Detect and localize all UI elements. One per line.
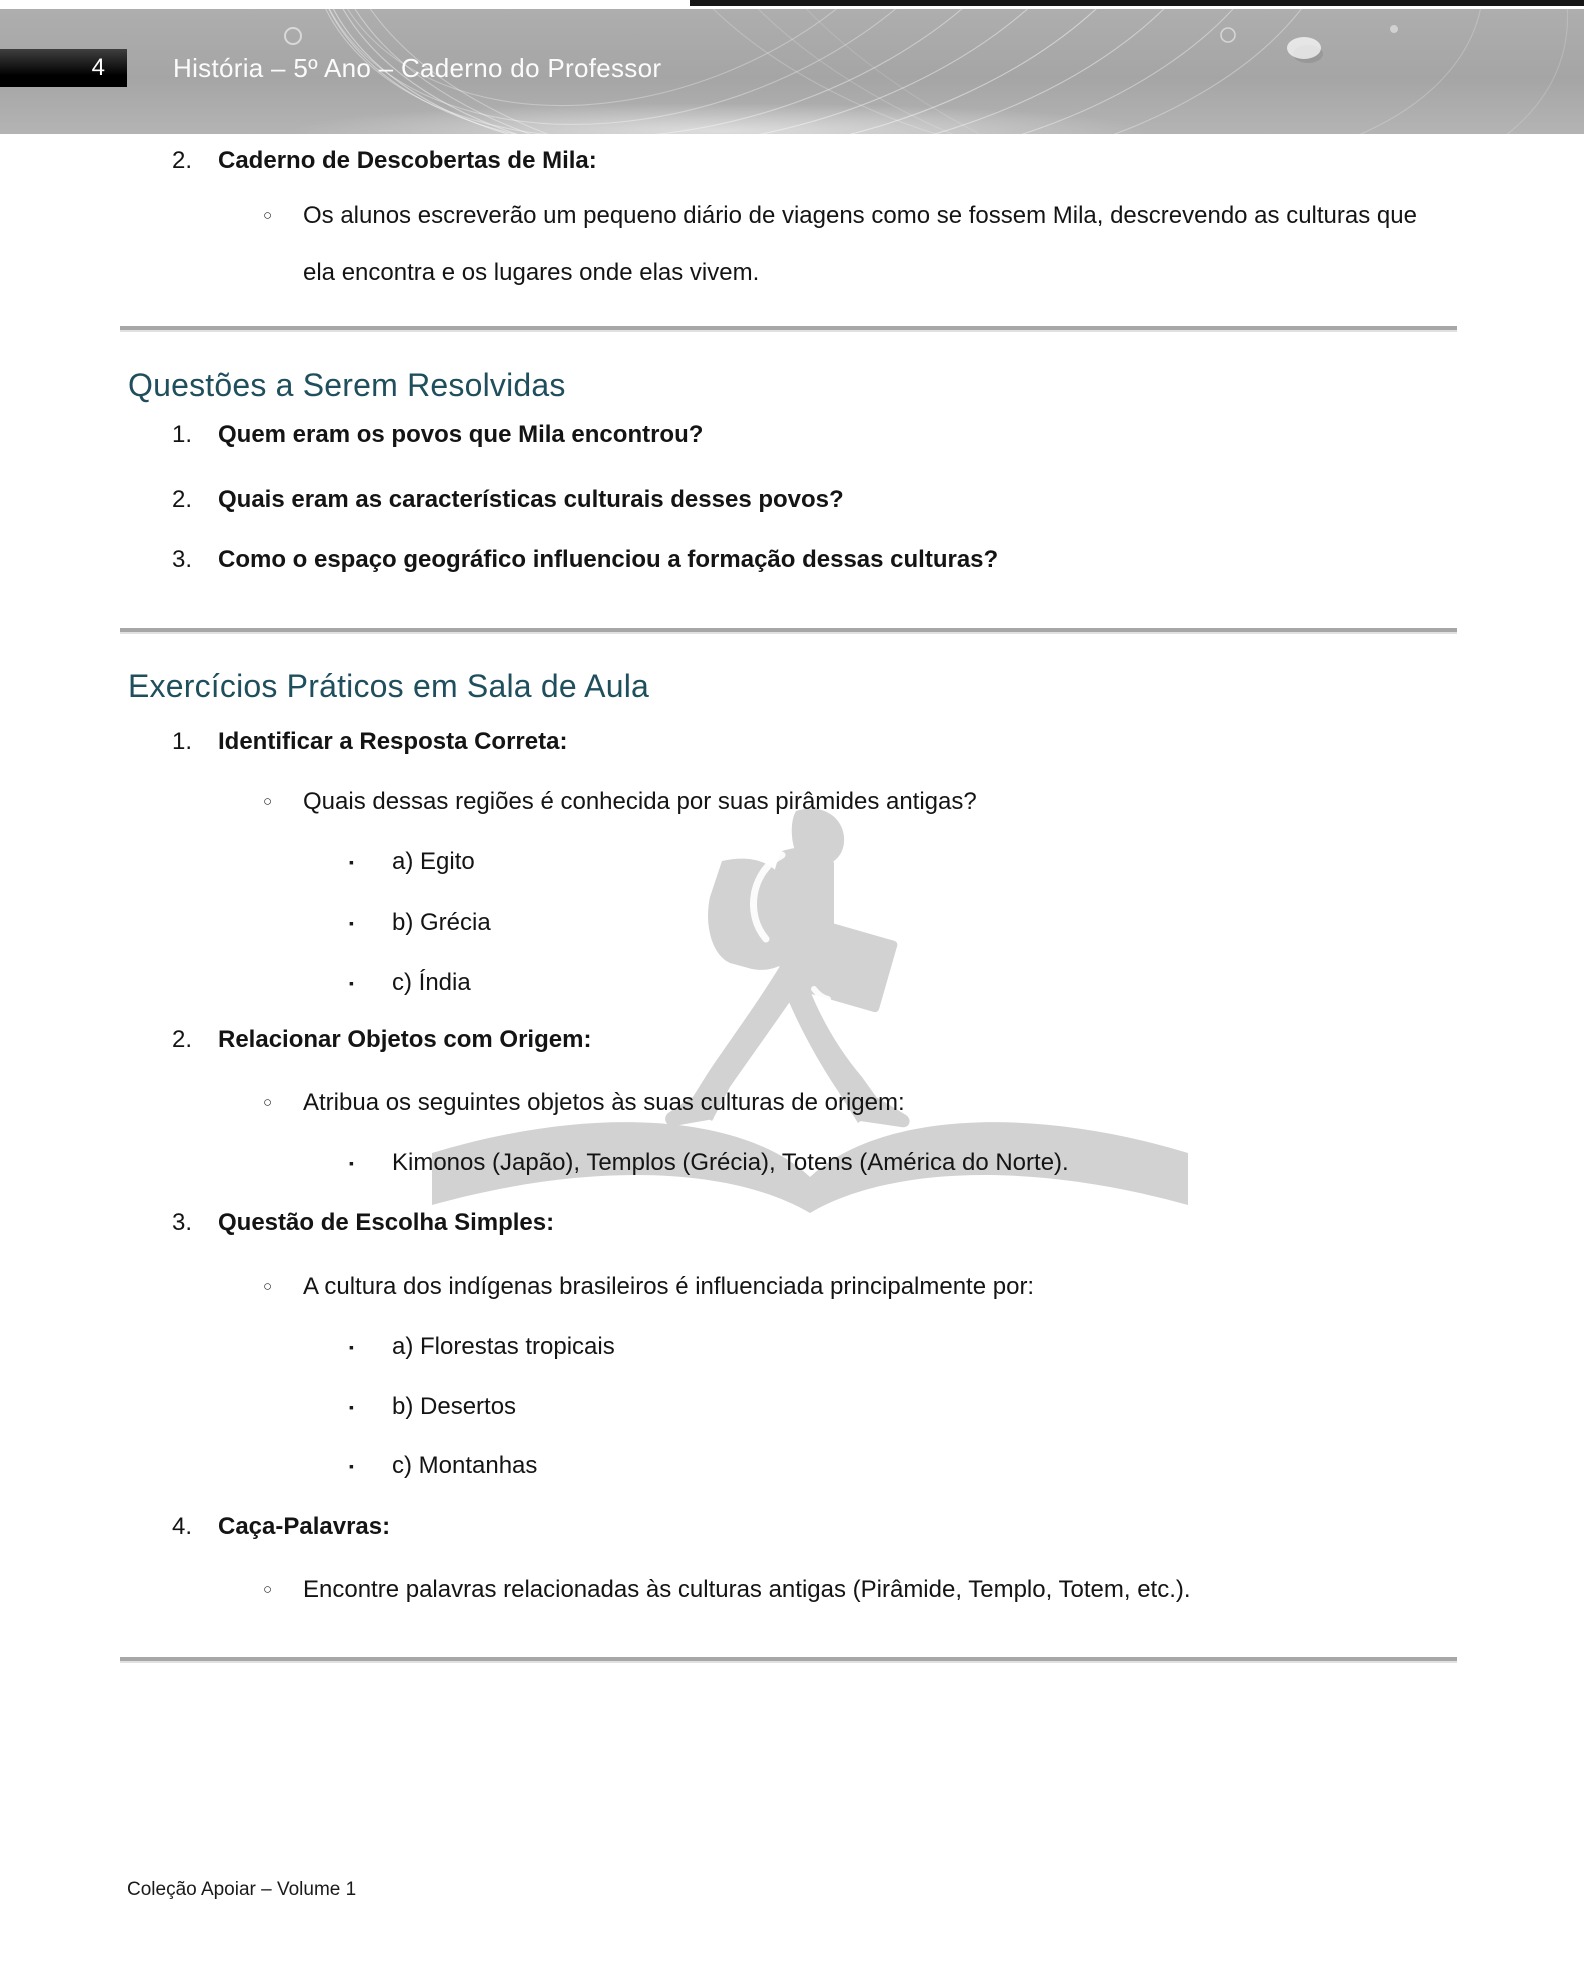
option-text: c) Montanhas	[392, 1452, 538, 1479]
subitem-text: Os alunos escreverão um pequeno diário de viagens como se fossem Mila, descrevendo as culturas que ela encontra e os lugares onde elas vivem.	[303, 202, 1417, 286]
exercise-title: Caça-Palavras:	[218, 1513, 391, 1540]
circle-bullet-icon: ○	[263, 1094, 273, 1111]
document-header-title: História – 5º Ano – Caderno do Professor	[173, 52, 662, 83]
list-subitem	[263, 788, 1584, 816]
list-subitem	[263, 187, 1584, 301]
list-item	[172, 1513, 1584, 1541]
circle-bullet-icon: ○	[263, 793, 273, 810]
exercise-question: A cultura dos indígenas brasileiros é influenciada principalmente por:	[303, 1273, 1035, 1300]
list-number: 3.	[172, 1209, 193, 1236]
exercise-title: Relacionar Objetos com Origem:	[218, 1026, 592, 1053]
list-item	[172, 546, 1584, 574]
question-text: Como o espaço geográfico influenciou a formação dessas culturas?	[218, 546, 999, 573]
list-subitem	[263, 1576, 1584, 1604]
list-number: 2.	[172, 147, 193, 174]
list-number: 1.	[172, 728, 193, 755]
list-item	[172, 147, 1584, 175]
square-bullet-icon: ▪	[349, 915, 354, 931]
bubble-icon	[285, 28, 301, 44]
list-subitem	[263, 1089, 1584, 1117]
square-bullet-icon: ▪	[349, 1339, 354, 1355]
option-item	[349, 909, 1584, 937]
list-subitem	[263, 1273, 1584, 1301]
list-item	[172, 728, 1584, 756]
header-band	[0, 9, 1584, 134]
list-number: 1.	[172, 421, 193, 448]
list-number: 4.	[172, 1513, 193, 1540]
option-text: c) Índia	[392, 969, 471, 996]
question-text: Quais eram as características culturais desses povos?	[218, 486, 844, 513]
option-text: Kimonos (Japão), Templos (Grécia), Totens (América do Norte).	[392, 1149, 1069, 1176]
list-number: 2.	[172, 1026, 193, 1053]
square-bullet-icon: ▪	[349, 975, 354, 991]
option-text: b) Grécia	[392, 909, 491, 936]
top-edge-sliver	[690, 0, 1584, 6]
bubble-icon	[1390, 25, 1398, 33]
page-number-box	[0, 49, 127, 87]
section-divider	[120, 1657, 1457, 1661]
square-bullet-icon: ▪	[349, 1399, 354, 1415]
square-bullet-icon: ▪	[349, 1155, 354, 1171]
list-item	[172, 421, 1584, 449]
option-item	[349, 969, 1584, 997]
exercise-question: Quais dessas regiões é conhecida por suas pirâmides antigas?	[303, 788, 977, 815]
section-heading: Questões a Serem Resolvidas	[128, 367, 566, 403]
list-item	[172, 486, 1584, 514]
bubble-icon	[1221, 28, 1235, 42]
question-text: Quem eram os povos que Mila encontrou?	[218, 421, 704, 448]
option-item	[349, 848, 1584, 876]
list-item	[172, 1209, 1584, 1237]
option-item	[349, 1149, 1584, 1177]
footer-collection-label: Coleção Apoiar – Volume 1	[127, 1879, 357, 1900]
section-divider	[120, 628, 1457, 632]
square-bullet-icon: ▪	[349, 1458, 354, 1474]
option-item	[349, 1452, 1584, 1480]
list-item-title: Caderno de Descobertas de Mila:	[218, 147, 597, 174]
exercise-question: Encontre palavras relacionadas às culturas antigas (Pirâmide, Templo, Totem, etc.).	[303, 1576, 1191, 1603]
option-item	[349, 1393, 1584, 1421]
list-item	[172, 1026, 1584, 1054]
option-text: b) Desertos	[392, 1393, 517, 1420]
exercise-title: Identificar a Resposta Correta:	[218, 728, 568, 755]
option-text: a) Egito	[392, 848, 475, 875]
circle-bullet-icon: ○	[263, 1278, 273, 1295]
section-heading: Exercícios Práticos em Sala de Aula	[128, 668, 650, 704]
section-divider	[120, 326, 1457, 330]
exercise-question: Atribua os seguintes objetos às suas culturas de origem:	[303, 1089, 905, 1116]
option-item	[349, 1333, 1584, 1361]
page-number: 4	[91, 54, 105, 81]
list-number: 3.	[172, 546, 193, 573]
option-text: a) Florestas tropicais	[392, 1333, 615, 1360]
bubble-icon	[1287, 37, 1321, 59]
square-bullet-icon: ▪	[349, 854, 354, 870]
circle-bullet-icon: ○	[263, 1581, 273, 1598]
circle-bullet-icon: ○	[263, 207, 273, 224]
list-number: 2.	[172, 486, 193, 513]
exercise-title: Questão de Escolha Simples:	[218, 1209, 555, 1236]
